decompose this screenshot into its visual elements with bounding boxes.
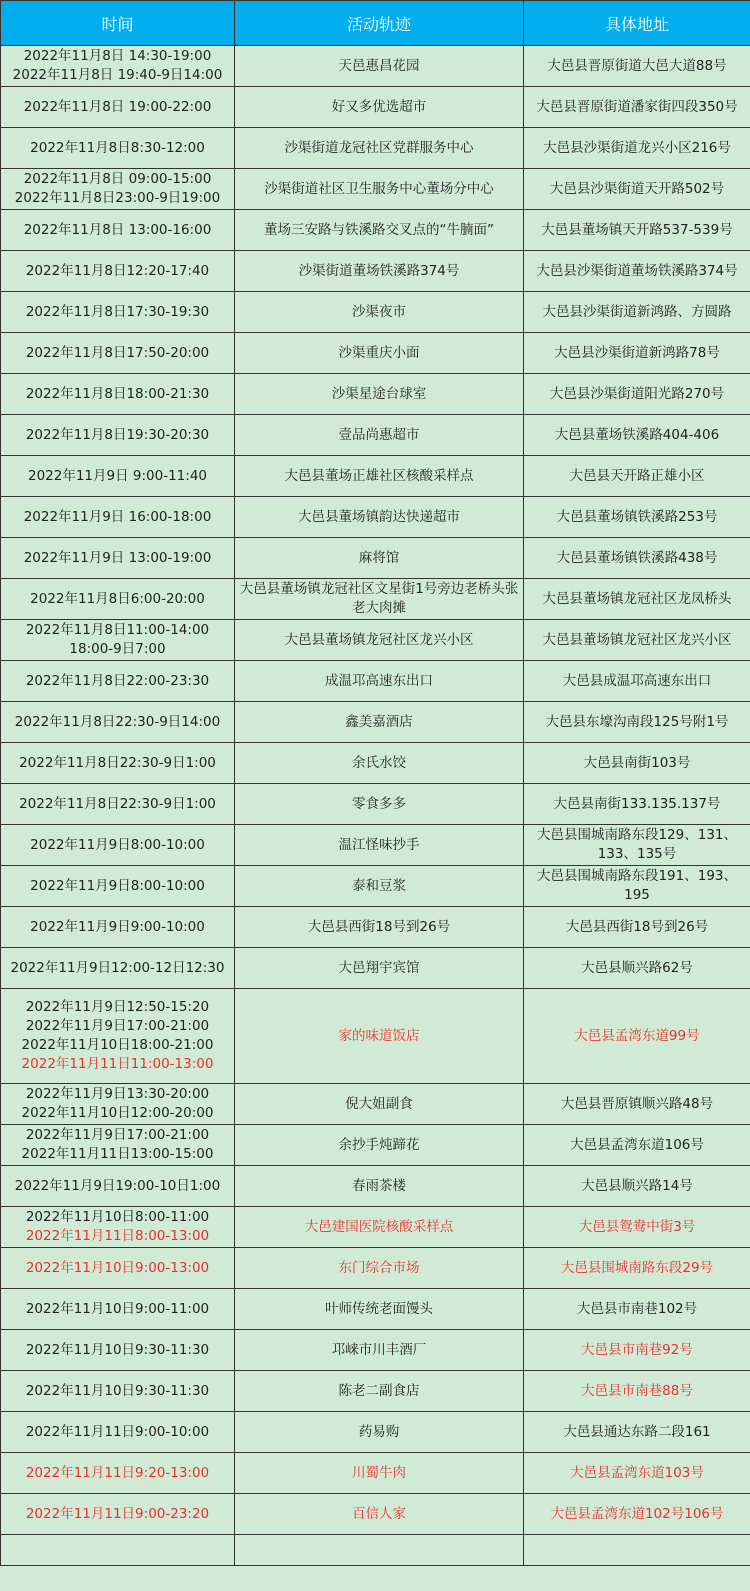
- activity-cell: 沙渠街道龙冠社区党群服务中心: [235, 128, 524, 169]
- address-cell: 大邑县沙渠街道新鸿路、方圆路: [524, 292, 750, 333]
- time-cell: [1, 1207, 235, 1248]
- address-cell: [524, 1535, 750, 1566]
- address-cell: 大邑县董场镇铁溪路253号: [524, 497, 750, 538]
- table-row: [1, 1084, 750, 1125]
- table-row: [1, 538, 750, 579]
- time-cell: [1, 1494, 235, 1535]
- table-row: [1, 743, 750, 784]
- activity-cell: 余抄手炖蹄花: [235, 1125, 524, 1166]
- table-row: [1, 579, 750, 620]
- time-cell: [1, 948, 235, 989]
- time-cell: [1, 46, 235, 87]
- table-row: [1, 620, 750, 661]
- time-line: 2022年11月8日18:00-21:30: [25, 385, 210, 402]
- time-line: 2022年11月10日9:00-11:00: [25, 1300, 210, 1317]
- address-text: 大邑县围城南路东段129、131、133、135号: [536, 827, 738, 862]
- table-row: [1, 1125, 750, 1166]
- time-line-highlighted: 2022年11月11日9:20-13:00: [25, 1464, 210, 1481]
- time-line: 2022年11月9日17:00-21:00: [25, 1018, 210, 1034]
- address-cell: 大邑县董场铁溪路404-406: [524, 415, 750, 456]
- table-row: [1, 948, 750, 989]
- table-row: [1, 87, 750, 128]
- time-cell: [1, 415, 235, 456]
- table-row: [1, 784, 750, 825]
- table-row: [1, 46, 750, 87]
- time-line: 2022年11月10日9:30-11:30: [25, 1341, 210, 1358]
- activity-cell: 大邑建国医院核酸采样点: [235, 1207, 524, 1248]
- table-row: [1, 1289, 750, 1330]
- activity-cell: 大邑翔宇宾馆: [235, 948, 524, 989]
- time-cell: [1, 1371, 235, 1412]
- table-row: [1, 907, 750, 948]
- time-line: 2022年11月10日18:00-21:00: [21, 1037, 214, 1053]
- time-line-highlighted: 2022年11月11日9:00-23:20: [25, 1505, 210, 1522]
- activity-cell: 成温邛高速东出口: [235, 661, 524, 702]
- table-row: [1, 374, 750, 415]
- time-cell: [1, 210, 235, 251]
- table-row: [1, 251, 750, 292]
- table-row: [1, 1207, 750, 1248]
- address-cell: 大邑县市南巷102号: [524, 1289, 750, 1330]
- time-line: 2022年11月11日13:00-15:00: [21, 1146, 214, 1162]
- activity-cell: 倪大姐副食: [235, 1084, 524, 1125]
- time-cell: [1, 87, 235, 128]
- time-line: 2022年11月8日22:30-9日1:00: [19, 795, 216, 812]
- address-cell: 大邑县鸳鸯中街3号: [524, 1207, 750, 1248]
- table-row: [1, 1453, 750, 1494]
- header-activity: 活动轨迹: [235, 1, 524, 46]
- activity-cell: 麻将馆: [235, 538, 524, 579]
- time-cell: [1, 1330, 235, 1371]
- address-cell: 大邑县围城南路东段29号: [524, 1248, 750, 1289]
- activity-cell: 大邑县西街18号到26号: [235, 907, 524, 948]
- time-line: 2022年11月8日 19:00-22:00: [23, 98, 212, 115]
- address-cell: 大邑县董场镇龙冠社区龙凤桥头: [524, 579, 750, 620]
- time-cell: [1, 784, 235, 825]
- time-cell: [1, 1084, 235, 1125]
- table-row: [1, 415, 750, 456]
- time-line: 2022年11月8日22:30-9日1:00: [19, 754, 216, 771]
- time-line: 2022年11月8日6:00-20:00: [30, 590, 205, 607]
- activity-cell: 余氏水饺: [235, 743, 524, 784]
- table-row-empty: [1, 1535, 750, 1566]
- address-cell: 大邑县沙渠街道新鸿路78号: [524, 333, 750, 374]
- time-line: 2022年11月9日17:00-21:00: [25, 1127, 210, 1143]
- time-line: 2022年11月9日12:50-15:20: [25, 999, 210, 1015]
- table-row: [1, 1494, 750, 1535]
- time-cell: [1, 538, 235, 579]
- time-cell: [1, 1166, 235, 1207]
- table-row: [1, 702, 750, 743]
- address-cell: 大邑县董场镇龙冠社区龙兴小区: [524, 620, 750, 661]
- address-cell: 大邑县晋原街道大邑大道88号: [524, 46, 750, 87]
- address-cell: 大邑县成温邛高速东出口: [524, 661, 750, 702]
- time-line: 2022年11月10日8:00-11:00: [25, 1209, 210, 1225]
- activity-cell: 壹品尚惠超市: [235, 415, 524, 456]
- activity-cell: 零食多多: [235, 784, 524, 825]
- time-cell: [1, 128, 235, 169]
- activity-cell: 温江怪味抄手: [235, 825, 524, 866]
- time-cell: [1, 292, 235, 333]
- address-cell: 大邑县通达东路二段161: [524, 1412, 750, 1453]
- activity-cell: 春雨茶楼: [235, 1166, 524, 1207]
- time-line: 2022年11月8日 14:30-19:00: [23, 48, 212, 64]
- activity-cell: 天邑惠昌花园: [235, 46, 524, 87]
- time-line: 2022年11月8日22:00-23:30: [25, 672, 210, 689]
- time-line: 2022年11月8日 19:40-9日14:00: [12, 67, 223, 83]
- time-cell: [1, 989, 235, 1084]
- address-cell: 大邑县天开路正雄小区: [524, 456, 750, 497]
- address-cell: 大邑县董场镇铁溪路438号: [524, 538, 750, 579]
- activity-cell: 东门综合市场: [235, 1248, 524, 1289]
- address-cell: 大邑县南街133.135.137号: [524, 784, 750, 825]
- time-line-highlighted: 2022年11月11日11:00-13:00: [21, 1056, 214, 1072]
- time-line: 2022年11月8日12:20-17:40: [25, 262, 210, 279]
- address-cell: 大邑县顺兴路14号: [524, 1166, 750, 1207]
- time-line: 2022年11月9日9:00-10:00: [30, 918, 205, 935]
- activity-cell: 陈老二副食店: [235, 1371, 524, 1412]
- time-line: 2022年11月8日19:30-20:30: [25, 426, 210, 443]
- activity-cell: 百信人家: [235, 1494, 524, 1535]
- address-cell: 大邑县沙渠街道龙兴小区216号: [524, 128, 750, 169]
- time-cell: [1, 702, 235, 743]
- time-cell: [1, 661, 235, 702]
- activity-cell: [235, 1535, 524, 1566]
- time-cell: [1, 1289, 235, 1330]
- table-row: [1, 1166, 750, 1207]
- time-cell: [1, 1535, 235, 1566]
- table-row: [1, 825, 750, 866]
- time-line: 18:00-9日7:00: [69, 641, 166, 657]
- time-cell: [1, 743, 235, 784]
- time-cell: [1, 825, 235, 866]
- time-line: 2022年11月9日 13:00-19:00: [23, 549, 212, 566]
- time-line: 2022年11月10日12:00-20:00: [21, 1105, 214, 1121]
- time-cell: [1, 1125, 235, 1166]
- address-cell: 大邑县晋原街道潘家街四段350号: [524, 87, 750, 128]
- time-cell: [1, 1453, 235, 1494]
- time-line: 2022年11月9日13:30-20:00: [25, 1086, 210, 1102]
- address-cell: 大邑县沙渠街道阳光路270号: [524, 374, 750, 415]
- table-row: [1, 292, 750, 333]
- header-time: 时间: [1, 1, 235, 46]
- time-line: 2022年11月9日8:00-10:00: [30, 877, 205, 894]
- activity-cell: 泰和豆浆: [235, 866, 524, 907]
- activity-cell: 沙渠街道社区卫生服务中心董场分中心: [235, 169, 524, 210]
- address-cell: 大邑县孟湾东道106号: [524, 1125, 750, 1166]
- header-address: 具体地址: [524, 1, 750, 46]
- table-header-row: [1, 1, 750, 46]
- address-cell: 大邑县孟湾东道102号106号: [524, 1494, 750, 1535]
- activity-cell: 沙渠星途台球室: [235, 374, 524, 415]
- activity-cell: 家的味道饭店: [235, 989, 524, 1084]
- address-cell: 大邑县市南巷88号: [524, 1371, 750, 1412]
- time-line: 2022年11月10日9:30-11:30: [25, 1382, 210, 1399]
- table-row: [1, 1248, 750, 1289]
- address-cell: 大邑县西街18号到26号: [524, 907, 750, 948]
- table-row: [1, 210, 750, 251]
- address-cell: 大邑县沙渠街道天开路502号: [524, 169, 750, 210]
- table-row: [1, 1412, 750, 1453]
- time-line: 2022年11月8日8:30-12:00: [30, 139, 205, 156]
- time-line: 2022年11月9日8:00-10:00: [30, 836, 205, 853]
- time-cell: [1, 251, 235, 292]
- activity-cell: 沙渠夜市: [235, 292, 524, 333]
- time-cell: [1, 1248, 235, 1289]
- activity-cell: 大邑县董场镇韵达快递超市: [235, 497, 524, 538]
- address-cell: 大邑县沙渠街道董场铁溪路374号: [524, 251, 750, 292]
- table-row: [1, 866, 750, 907]
- time-cell: [1, 169, 235, 210]
- address-cell: 大邑县孟湾东道103号: [524, 1453, 750, 1494]
- time-line: 2022年11月8日 09:00-15:00: [23, 171, 212, 187]
- activity-cell: 好又多优选超市: [235, 87, 524, 128]
- address-cell: 大邑县市南巷92号: [524, 1330, 750, 1371]
- time-line: 2022年11月11日9:00-10:00: [25, 1423, 210, 1440]
- activity-cell: 川蜀牛肉: [235, 1453, 524, 1494]
- time-line: 2022年11月9日 9:00-11:40: [27, 467, 207, 484]
- table-row: [1, 333, 750, 374]
- time-line: 2022年11月9日12:00-12日12:30: [10, 959, 225, 976]
- time-line: 2022年11月9日19:00-10日1:00: [14, 1177, 221, 1194]
- time-line: 2022年11月8日17:50-20:00: [25, 344, 210, 361]
- time-line: 2022年11月8日23:00-9日19:00: [14, 190, 221, 206]
- time-line: 2022年11月8日17:30-19:30: [25, 303, 210, 320]
- activity-cell: 药易购: [235, 1412, 524, 1453]
- address-cell: 大邑县东壕沟南段125号附1号: [524, 702, 750, 743]
- time-cell: [1, 579, 235, 620]
- activity-cell: 大邑县董场正雄社区核酸采样点: [235, 456, 524, 497]
- activity-cell: 董场三安路与铁溪路交叉点的“牛腩面”: [235, 210, 524, 251]
- address-cell: 大邑县南街103号: [524, 743, 750, 784]
- address-cell: [524, 825, 750, 866]
- table-row: [1, 1371, 750, 1412]
- time-cell: [1, 333, 235, 374]
- address-cell: [524, 866, 750, 907]
- time-cell: [1, 620, 235, 661]
- time-cell: [1, 1412, 235, 1453]
- table-row: [1, 661, 750, 702]
- time-line: 2022年11月8日22:30-9日14:00: [14, 713, 221, 730]
- activity-cell: 沙渠重庆小面: [235, 333, 524, 374]
- table-row: [1, 1330, 750, 1371]
- activity-cell: [235, 579, 524, 620]
- table-row: [1, 497, 750, 538]
- time-line-highlighted: 2022年11月11日8:00-13:00: [25, 1228, 210, 1244]
- activity-cell: 叶师传统老面馒头: [235, 1289, 524, 1330]
- address-cell: 大邑县董场镇天开路537-539号: [524, 210, 750, 251]
- time-cell: [1, 907, 235, 948]
- time-cell: [1, 456, 235, 497]
- activity-text: 大邑县董场镇龙冠社区文星街1号旁边老桥头张老大肉摊: [239, 581, 519, 616]
- activity-cell: 鑫美嘉酒店: [235, 702, 524, 743]
- time-line: 2022年11月8日 13:00-16:00: [23, 221, 212, 238]
- activity-cell: 大邑县董场镇龙冠社区龙兴小区: [235, 620, 524, 661]
- time-cell: [1, 866, 235, 907]
- activity-cell: 沙渠街道董场铁溪路374号: [235, 251, 524, 292]
- address-cell: 大邑县顺兴路62号: [524, 948, 750, 989]
- address-cell: 大邑县晋原镇顺兴路48号: [524, 1084, 750, 1125]
- address-text: 大邑县围城南路东段191、193、195: [536, 868, 738, 903]
- time-cell: [1, 497, 235, 538]
- time-cell: [1, 374, 235, 415]
- table-body: [1, 46, 750, 1566]
- activity-cell: 邛崃市川丰酒厂: [235, 1330, 524, 1371]
- time-line: 2022年11月9日 16:00-18:00: [23, 508, 212, 525]
- address-cell: 大邑县孟湾东道99号: [524, 989, 750, 1084]
- time-line-highlighted: 2022年11月10日9:00-13:00: [25, 1259, 210, 1276]
- table-row: [1, 456, 750, 497]
- time-line: 2022年11月8日11:00-14:00: [25, 622, 210, 638]
- table-row: [1, 989, 750, 1084]
- table-row: [1, 169, 750, 210]
- table-row: [1, 128, 750, 169]
